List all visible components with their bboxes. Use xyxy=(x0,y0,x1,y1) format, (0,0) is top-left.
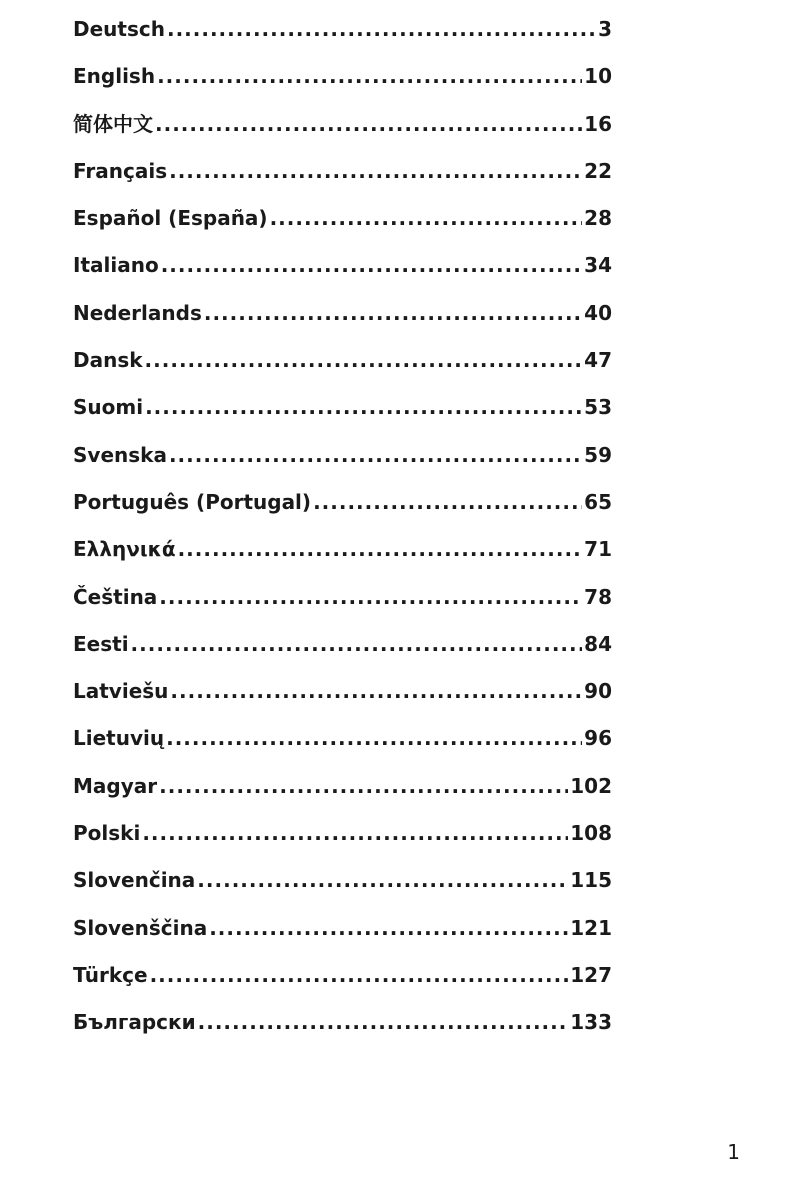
toc-entry-english[interactable] xyxy=(73,58,612,105)
toc-entry-title: Slovenčina xyxy=(73,868,196,893)
toc-dot-leader xyxy=(145,342,583,378)
toc-entry-espanol[interactable] xyxy=(73,200,612,247)
toc-entry-page: 121 xyxy=(570,915,612,940)
toc-dot-leader xyxy=(169,437,582,473)
toc-entry-dansk[interactable] xyxy=(73,342,612,389)
toc-entry-page: 78 xyxy=(584,584,612,609)
toc-entry-page: 96 xyxy=(584,726,612,751)
toc-entry-balgarski[interactable] xyxy=(73,1004,612,1051)
toc-entry-francais[interactable] xyxy=(73,153,612,200)
toc-entry-page: 22 xyxy=(584,158,612,183)
toc-entry-ellinika[interactable] xyxy=(73,531,612,578)
toc-dot-leader xyxy=(170,673,582,709)
toc-entry-title: Dansk xyxy=(73,348,143,373)
toc-dot-leader xyxy=(157,58,582,94)
toc-entry-page: 115 xyxy=(570,868,612,893)
toc-entry-slovenscina[interactable] xyxy=(73,910,612,957)
toc-entry-page: 28 xyxy=(584,206,612,231)
toc-dot-leader xyxy=(155,106,582,142)
toc-dot-leader xyxy=(131,626,583,662)
toc-dot-leader xyxy=(166,720,582,756)
toc-entry-italiano[interactable] xyxy=(73,247,612,294)
toc-dot-leader xyxy=(145,389,582,425)
toc-dot-leader xyxy=(167,11,596,47)
toc-dot-leader xyxy=(159,579,582,615)
toc-dot-leader xyxy=(209,910,568,946)
toc-entry-page: 34 xyxy=(584,253,612,278)
table-of-contents xyxy=(73,11,612,1052)
toc-dot-leader xyxy=(161,247,582,283)
toc-entry-title: Türkçe xyxy=(73,962,148,987)
toc-entry-page: 71 xyxy=(584,537,612,562)
toc-entry-page: 3 xyxy=(598,17,612,41)
toc-entry-title: Svenska xyxy=(73,442,167,467)
toc-entry-title: Български xyxy=(73,1010,196,1035)
toc-entry-page: 40 xyxy=(584,300,612,325)
toc-entry-title: Français xyxy=(73,158,168,183)
toc-entry-page: 10 xyxy=(584,64,612,89)
toc-dot-leader xyxy=(204,295,582,331)
toc-entry-polski[interactable] xyxy=(73,815,612,862)
toc-entry-title: Italiano xyxy=(73,253,159,278)
toc-entry-title: Português (Portugal) xyxy=(73,489,312,514)
toc-entry-title: Čeština xyxy=(73,584,158,609)
toc-entry-page: 108 xyxy=(570,821,612,846)
toc-dot-leader xyxy=(169,153,582,189)
toc-entry-cestina[interactable] xyxy=(73,579,612,626)
toc-dot-leader xyxy=(313,484,582,520)
toc-entry-lietuviu[interactable] xyxy=(73,720,612,767)
toc-entry-title: English xyxy=(73,64,156,89)
toc-dot-leader xyxy=(270,200,583,236)
toc-entry-eesti[interactable] xyxy=(73,626,612,673)
toc-entry-suomi[interactable] xyxy=(73,389,612,436)
toc-entry-chinese-simplified[interactable] xyxy=(73,106,612,153)
toc-entry-title: Ελληνικά xyxy=(73,537,176,562)
toc-entry-magyar[interactable] xyxy=(73,768,612,815)
toc-entry-title: Eesti xyxy=(73,631,129,656)
toc-entry-title: Español (España) xyxy=(73,206,268,231)
toc-entry-svenska[interactable] xyxy=(73,437,612,484)
toc-dot-leader xyxy=(159,768,568,804)
toc-entry-page: 133 xyxy=(570,1010,612,1035)
toc-entry-title: Nederlands xyxy=(73,300,202,325)
toc-entry-title: Slovenščina xyxy=(73,915,208,940)
toc-entry-page: 65 xyxy=(584,489,612,514)
toc-dot-leader xyxy=(178,531,583,567)
toc-entry-portugues[interactable] xyxy=(73,484,612,531)
toc-entry-page: 84 xyxy=(584,631,612,656)
toc-entry-title: 简体中文 xyxy=(73,111,153,136)
toc-dot-leader xyxy=(150,957,569,993)
toc-entry-title: Latviešu xyxy=(73,679,169,704)
toc-entry-page: 53 xyxy=(584,395,612,420)
page-number: 1 xyxy=(727,1140,740,1164)
toc-entry-page: 127 xyxy=(570,962,612,987)
toc-entry-turkce[interactable] xyxy=(73,957,612,1004)
toc-entry-title: Polski xyxy=(73,821,141,846)
toc-entry-nederlands[interactable] xyxy=(73,295,612,342)
toc-entry-page: 90 xyxy=(584,679,612,704)
toc-entry-deutsch[interactable] xyxy=(73,11,612,58)
toc-entry-title: Lietuvių xyxy=(73,726,165,751)
toc-entry-title: Deutsch xyxy=(73,17,165,41)
toc-entry-slovencina[interactable] xyxy=(73,862,612,909)
toc-entry-title: Suomi xyxy=(73,395,144,420)
toc-dot-leader xyxy=(197,862,568,898)
toc-entry-title: Magyar xyxy=(73,773,158,798)
toc-dot-leader xyxy=(198,1004,569,1040)
toc-dot-leader xyxy=(142,815,568,851)
toc-entry-page: 59 xyxy=(584,442,612,467)
toc-entry-page: 47 xyxy=(584,348,612,373)
toc-entry-page: 102 xyxy=(570,773,612,798)
toc-entry-latviesu[interactable] xyxy=(73,673,612,720)
toc-entry-page: 16 xyxy=(584,111,612,136)
